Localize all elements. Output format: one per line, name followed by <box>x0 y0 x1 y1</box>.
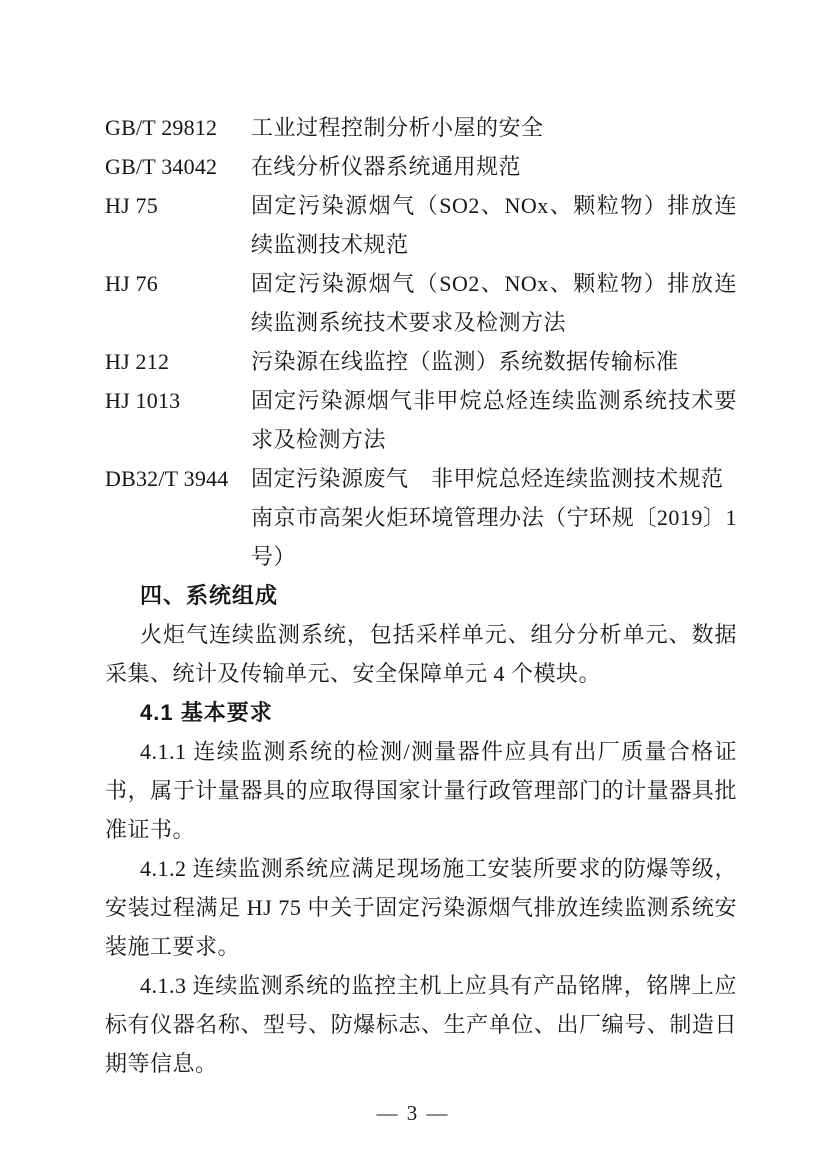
standard-title: 污染源在线监控（监测）系统数据传输标准 <box>251 349 679 374</box>
standard-row <box>105 147 737 186</box>
standard-title: 固定污染源废气 非甲烷总烃连续监测技术规范 <box>251 466 724 491</box>
standard-row <box>105 264 737 342</box>
standard-row <box>105 498 737 576</box>
paragraph-4-1-1: 4.1.1 连续监测系统的检测/测量器件应具有出厂质量合格证书，属于计量器具的应取得国家计量行政管理部门的计量器具批准证书。 <box>105 739 737 842</box>
page-content <box>105 108 737 1083</box>
standard-code: HJ 75 <box>105 193 158 218</box>
standard-code: HJ 76 <box>105 271 158 296</box>
standard-title: 固定污染源烟气（SO2、NOx、颗粒物）排放连续监测技术规范 <box>251 193 737 257</box>
standard-code: GB/T 34042 <box>105 154 218 179</box>
standard-row <box>105 186 737 264</box>
standard-title: 固定污染源烟气非甲烷总烃连续监测系统技术要求及检测方法 <box>251 388 737 452</box>
standard-title: 在线分析仪器系统通用规范 <box>251 154 522 179</box>
standard-code: DB32/T 3944 <box>105 466 229 491</box>
standard-title: 工业过程控制分析小屋的安全 <box>251 115 544 140</box>
section-heading-basic-requirements: 4.1 基本要求 <box>140 700 273 725</box>
paragraph-4-1-2: 4.1.2 连续监测系统应满足现场施工安装所要求的防爆等级，安装过程满足 HJ 75 中关于固定污染源烟气排放连续监测系统安装施工要求。 <box>105 856 737 959</box>
standard-title: 南京市高架火炬环境管理办法（宁环规〔2019〕1号） <box>251 505 737 569</box>
paragraph-system-intro: 火炬气连续监测系统，包括采样单元、组分分析单元、数据采集、统计及传输单元、安全保障单元 4 个模块。 <box>105 622 737 686</box>
standard-row <box>105 108 737 147</box>
section-heading-system-composition: 四、系统组成 <box>140 583 279 608</box>
paragraph-4-1-3: 4.1.3 连续监测系统的监控主机上应具有产品铭牌，铭牌上应标有仪器名称、型号、防爆标志、生产单位、出厂编号、制造日期等信息。 <box>105 973 737 1076</box>
standard-row <box>105 342 737 381</box>
page-number: — 3 — <box>376 1101 450 1125</box>
standards-reference-list <box>105 108 737 576</box>
standard-code: HJ 1013 <box>105 388 181 413</box>
standard-row <box>105 381 737 459</box>
standard-title: 固定污染源烟气（SO2、NOx、颗粒物）排放连续监测系统技术要求及检测方法 <box>251 271 737 335</box>
standard-code: HJ 212 <box>105 349 170 374</box>
standard-code: GB/T 29812 <box>105 115 218 140</box>
standard-row <box>105 459 737 498</box>
